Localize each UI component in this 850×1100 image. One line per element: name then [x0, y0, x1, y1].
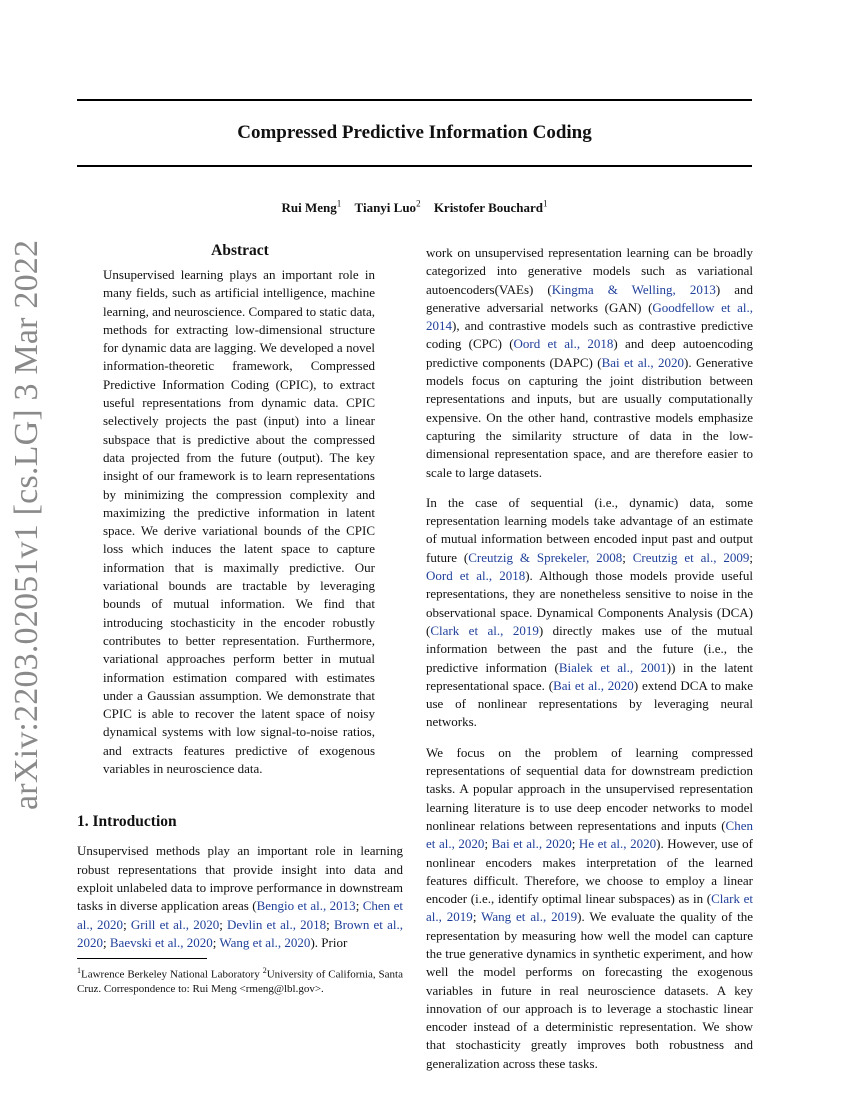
citation-link[interactable]: Devlin et al., 2018	[227, 916, 327, 932]
author-name: Kristofer Bouchard$^1$	[433, 199, 548, 216]
citation-link[interactable]: Wang et al., 2020	[219, 934, 311, 950]
citation-link[interactable]: Baevski et al., 2020	[109, 934, 213, 950]
right-column	[426, 244, 753, 1085]
introduction-paragraph: Unsupervised methods play an important role in learning robust representations that provide insight into data and exploit unlabeled data to improve performance in downstream tasks in diverse application areas (Bengio et al., 2013; Chen et al., 2020; Grill et al., 2020; Devlin et al., 2018; Brown et al., 2020; Baevski et al., 2020; Wang et al., 2020). Prior	[77, 843, 403, 950]
citation-link[interactable]: Clark et al., 2019	[426, 891, 754, 925]
author-name: Tianyi Luo$^2$	[354, 199, 421, 216]
citation-link[interactable]: Bengio et al., 2013	[256, 898, 356, 914]
body-paragraph: work on unsupervised representation learning can be broadly categorized into generative models such as variational autoencoders(VAEs) (Kingma & Welling, 2013) and generative adversarial networks (GAN) (Goodfellow et al., 2014), and contrastive models such as contrastive predictive coding (CPC) (Oord et al., 2018) and deep autoencoding predictive components (DAPC) (Bai et al., 2020). Generative models focus on capturing the joint distribution between representations and inputs, but are usually computationally expensive. On the other hand, contrastive models emphasize capturing the similarity structure of data in the low-dimensional representation space, and are therefore easier to scale to large datasets.	[426, 245, 754, 480]
citation-link[interactable]: Chen et al., 2020	[426, 817, 753, 852]
citation-link[interactable]: Brown et al., 2020	[77, 916, 403, 950]
body-paragraph: In the case of sequential (i.e., dynamic) data, some representation learning models take advantage of an estimate of mutual information between encoded input past and output future (Creutzig & Sprekeler, 2008; Creutzig et al., 2009; Oord et al., 2018). Although those models provide useful representations, they are nonetheless sensitive to noise in the observational space. Dynamical Components Analysis (DCA) (Clark et al., 2019) directly makes use of the mutual information between the past and the future (i.e., the predictive information (Bialek et al., 2001)) in the latent representational space. (Bai et al., 2020) extend DCA to make use of nonlinear representations by leveraging neural networks.	[426, 494, 754, 730]
citation-link[interactable]: Creutzig et al., 2009	[632, 549, 750, 565]
citation-link[interactable]: Chen et al., 2020	[77, 898, 403, 932]
paper-title: Compressed Predictive Information Coding	[237, 122, 592, 143]
citation-link[interactable]: Wang et al., 2019	[481, 909, 578, 925]
affiliation-footnote: $^1$Lawrence Berkeley National Laboratory $^2$University of California, Santa Cruz. Correspondence to: Rui Meng <rmeng@lbl.gov>.	[77, 966, 403, 995]
introduction-heading: 1. Introduction	[77, 813, 177, 831]
left-column	[77, 240, 403, 996]
footnote-divider	[77, 958, 207, 959]
citation-link[interactable]: He et al., 2020	[578, 836, 657, 852]
title-top-rule	[77, 99, 752, 101]
author-name: Rui Meng$^1$	[281, 199, 342, 216]
arxiv-identifier-stamp: arXiv:2203.02051v1 [cs.LG] 3 Mar 2022	[8, 239, 45, 810]
citation-link[interactable]: Grill et al., 2020	[130, 916, 220, 932]
abstract-heading: Abstract	[211, 242, 269, 259]
citation-link[interactable]: Bai et al., 2020	[553, 677, 634, 693]
citation-link[interactable]: Goodfellow et al., 2014	[426, 299, 753, 334]
citation-link[interactable]: Creutzig & Sprekeler, 2008	[468, 549, 623, 565]
citation-link[interactable]: Oord et al., 2018	[426, 568, 526, 584]
citation-link[interactable]: Clark et al., 2019	[430, 622, 539, 638]
title-bottom-rule	[77, 165, 752, 167]
citation-link[interactable]: Kingma & Welling, 2013	[551, 281, 716, 297]
citation-link[interactable]: Oord et al., 2018	[513, 336, 614, 352]
body-paragraph: We focus on the problem of learning compressed representations of sequential data for downstream prediction tasks. A popular approach in the unsupervised representation learning literature is to use deep encoder networks to model nonlinear relations between representations and inputs (Chen et al., 2020; Bai et al., 2020; He et al., 2020). However, use of nonlinear encoders makes interpretation of the learned features difficult. Therefore, we choose to employ a linear encoder (i.e., identify optimal linear subspaces) as in (Clark et al., 2019; Wang et al., 2019). We evaluate the quality of the representation by measuring how well the model can capture the true generative dynamics in synthetic experiment, and how well the model performs on forecasting the exogenous variables in future in real neuroscience datasets. A key innovation of our approach is to leverage a stochastic linear encoder instead of a deterministic representation. We show that stochasticity greatly improves both robustness and generalization across these tasks.	[426, 744, 754, 1071]
author-list	[77, 194, 752, 218]
citation-link[interactable]: Bai et al., 2020	[491, 836, 572, 852]
citation-link[interactable]: Bialek et al., 2001	[558, 659, 667, 675]
citation-link[interactable]: Bai et al., 2020	[601, 354, 685, 370]
abstract-text: Unsupervised learning plays an important role in many fields, such as artificial intelligence, machine learning, and neuroscience. Compared to static data, methods for extracting low-dimensional structure for dynamic data are lagging. We developed a novel information-theoretic framework, Compressed Predictive Information Coding (CPIC), to extract useful representations from dynamic data. CPIC selectively projects the past (input) into a linear subspace that is predictive about the compressed data projected from the future (output). The key insight of our framework is to learn representations by minimizing the compression complexity and maximizing the predictive information in latent space. We derive variational bounds of the CPIC loss which induces the latent space to capture information that is maximally predictive. Our variational bounds are tractable by leveraging bounds of mutual information. We find that introducing stochasticity in the encoder robustly contributes to better representation. Furthermore, variational approaches perform better in mutual information estimation compared with estimates under a Gaussian assumption. We demonstrate that CPIC is able to recover the latent space of noisy dynamical systems with low signal-to-noise ratios, and extracts features predictive of exogenous variables in neuroscience data.	[103, 267, 375, 777]
